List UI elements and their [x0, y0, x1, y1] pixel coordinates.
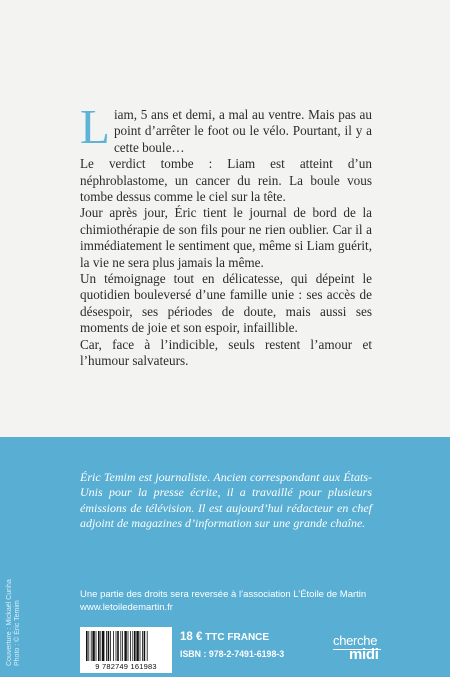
- summary-paragraph-2: Le verdict tombe : Liam est atteint d’un néphroblastome, un cancer du rein. La boule vous tombe dessus comme le ciel sur la tête.: [80, 156, 372, 205]
- author-panel: [0, 437, 450, 677]
- book-summary: [80, 99, 372, 370]
- isbn: ISBN : 978-2-7491-6198-3: [180, 649, 285, 659]
- image-credits: [6, 574, 20, 666]
- summary-text-1: iam, 5 ans et demi, a mal au ventre. Mais pas au point d’arrêter le foot ou le vélo. Pourtant, il y a cette boule…: [113, 107, 372, 155]
- publisher-logo: [333, 633, 413, 673]
- association-link[interactable]: www.letoiledemartin.fr: [80, 602, 173, 613]
- drop-cap: L: [80, 99, 110, 154]
- price: [180, 630, 269, 645]
- summary-paragraph-4: Un témoignage tout en délicatesse, qui dépeint le quotidien bouleversé d’une famille unie : ses accès de désespoir, ses périodes de doute, mais aussi ses moments de joie et son espoir, infaillible.: [80, 271, 372, 336]
- publisher-word-cherche: cherche: [333, 633, 378, 648]
- barcode-icon: [84, 631, 168, 661]
- barcode: [80, 627, 172, 673]
- cover-credit: Couverture : Mickaël Cunha: [6, 579, 13, 666]
- summary-paragraph-3: Jour après jour, Éric tient le journal de bord de la chimiothérapie de son fils pour ne rien oublier. Car il a immédiatement le sentiment que, même si Liam guérit, la vie ne sera plus jamais la même.: [80, 205, 372, 270]
- publisher-word-midi: midi: [349, 646, 379, 663]
- rights-text: Une partie des droits sera reversée à l’association L’Étoile de Martin: [80, 589, 367, 600]
- photo-credit: Photo : © Éric Temim: [13, 600, 21, 666]
- price-amount: 18 €: [180, 631, 203, 643]
- barcode-number: 9 782749 161983: [95, 662, 157, 671]
- summary-paragraph-1: [80, 99, 372, 156]
- price-label: TTC FRANCE: [205, 632, 270, 643]
- author-bio: Éric Temim est journaliste. Ancien correspondant aux États-Unis pour la presse écrite, il a travaillé pour plusieurs émissions de télévision. Il est aujourd’hui rédacteur en chef adjoint de magazines d’information sur une grande chaîne.: [80, 470, 372, 531]
- summary-paragraph-5: Car, face à l’indicible, seuls restent l’amour et l’humour salvateurs.: [80, 336, 372, 369]
- rights-notice: [80, 588, 380, 614]
